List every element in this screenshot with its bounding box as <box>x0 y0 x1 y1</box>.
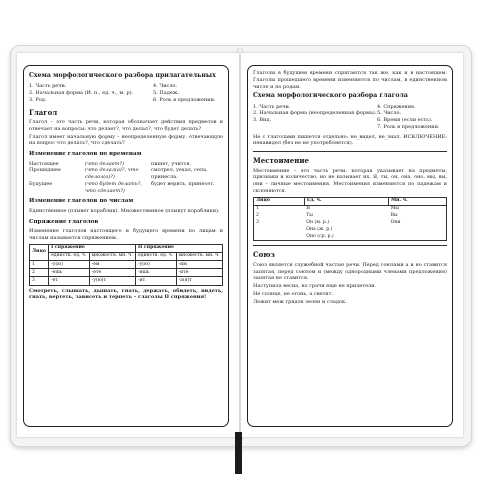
table-subheader: множеств. мн. ч. <box>89 252 135 260</box>
number-text: Единственное (плывет кораблик). Множественное (плывут кораблики). <box>29 207 220 214</box>
table-cell: 1 <box>256 205 259 211</box>
table-subheader: единств. ед. ч. <box>49 252 90 260</box>
table-cell: Оно (ср. р.) <box>306 233 334 239</box>
adj-scheme-item: 4. Число. <box>153 83 178 90</box>
table-cell: 3 <box>256 219 259 225</box>
adj-scheme-item: 3. Род. <box>29 96 47 103</box>
conjugation-note: Смотреть, слышать, дышать, гнать, держать, обидеть, видеть, гнать, вертеть, зависеть и терпеть – глаголы II спряжения! <box>29 287 223 301</box>
adj-scheme-title: Схема морфологического разбора прилагательных <box>29 72 216 79</box>
divider <box>253 151 447 152</box>
pronoun-table <box>253 197 447 242</box>
union-text: Союз является служебной частью речи. Перед союзами а и но ставится запятая, перед союзом и (между однородными членами предложения) запятая не ставится. <box>253 261 447 282</box>
verb-scheme-item: 4. Спряжение. <box>377 103 416 110</box>
table-cell: -ете <box>89 269 135 277</box>
pronoun-heading: Местоимение <box>253 156 309 166</box>
table-header: I спряжение <box>49 244 136 252</box>
adj-scheme-item: 1. Часть речи. <box>29 83 67 90</box>
tense-question: (что будет делать?, что сделает?) <box>85 180 142 194</box>
tense-question: (что делает?) <box>85 160 125 167</box>
verb-scheme-title: Схема морфологического разбора глагола <box>253 92 408 100</box>
table-cell <box>254 233 305 240</box>
table-row <box>30 277 223 285</box>
table-cell: Ты <box>306 212 313 218</box>
table-header: Ед. ч. <box>304 197 388 205</box>
number-heading: Изменение глаголов по числам <box>29 198 134 205</box>
tense-example: будет верить, принесет. <box>151 180 215 187</box>
verb-scheme-item: 2. Начальная форма (неопределенная форма). <box>253 110 377 117</box>
ne-rule-text: Не с глаголами пишется отдельно: не_видел, не_знал. ИСКЛЮЧЕНИЕ: ненавидел (без не не употребляется). <box>253 133 447 147</box>
union-example: Наступила весна, но грачи еще не прилетели. <box>253 283 377 290</box>
table-row <box>254 226 447 233</box>
verb-scheme-item: 6. Время (если есть). <box>377 117 433 124</box>
table-cell: Они <box>390 219 401 225</box>
ribbon-bookmark <box>235 432 242 474</box>
table-cell: -ем <box>89 261 135 269</box>
future-tense-text: Глаголы в будущем времени спрягаются так же, как и в настоящем. Глаголы прошедшего времени изменяются по числам, в единственном числе и по родам. <box>253 70 447 90</box>
conjugation-table <box>29 244 223 286</box>
table-header: II спряжение <box>136 244 223 252</box>
verb-definition: Глагол – это часть речи, которая обозначает действия предметов и отвечает на вопросы: что делает?, что делал?, что будет делать? <box>29 119 223 132</box>
table-cell <box>389 226 447 233</box>
table-cell: -ите <box>176 269 222 277</box>
table-header: Лицо <box>30 244 49 260</box>
table-cell: -у(ю) <box>49 261 90 269</box>
table-cell: 2 <box>30 269 49 277</box>
table-cell: 3 <box>30 277 49 285</box>
table-row <box>30 269 223 277</box>
table-row <box>30 261 223 269</box>
table-subheader: множеств. мн. ч. <box>176 252 222 260</box>
right-page <box>241 53 463 437</box>
table-row <box>254 219 447 226</box>
tense-heading: Изменение глаголов по временам <box>29 151 142 158</box>
conjugation-text: Изменение глаголов настоящего и будущего времени по лицам и числам называется спряжением. <box>29 228 223 241</box>
tense-name: Настоящее <box>29 160 59 167</box>
union-heading: Союз <box>253 250 275 260</box>
table-cell: -ет <box>49 277 90 285</box>
union-example: Не солнце, не огонь, а светит. <box>253 290 333 297</box>
table-subheader: единств. ед. ч. <box>136 252 177 260</box>
adj-scheme-item: 6. Роль в предложении. <box>153 96 216 103</box>
verb-heading: Глагол <box>29 107 58 117</box>
table-cell: -у(ю)т <box>89 277 135 285</box>
verb-scheme-item: 5. Число. <box>377 110 402 117</box>
table-cell: -ишь <box>136 269 177 277</box>
left-page <box>17 53 239 437</box>
right-page-frame <box>247 65 453 427</box>
union-example: Лежит меж грядок зелен и сладок. <box>253 298 347 305</box>
adj-scheme-list <box>29 83 223 103</box>
verb-scheme-item: 7. Роль в предложении. <box>377 123 440 130</box>
verb-scheme-list <box>253 104 447 131</box>
table-cell: Я <box>306 205 310 211</box>
verb-scheme-item: 3. Вид. <box>253 117 272 124</box>
conjugation-heading: Спряжение глаголов <box>29 218 99 225</box>
table-cell: Она (ж. р.) <box>306 226 333 232</box>
tense-example: пишет, учится. <box>151 160 192 167</box>
table-cell <box>254 226 305 233</box>
table-cell: -им <box>176 261 222 269</box>
table-row <box>254 212 447 219</box>
table-row <box>254 205 447 212</box>
tense-example: смотрел, уехал, села, принесла. <box>151 167 208 181</box>
divider <box>253 245 447 246</box>
table-cell: -ешь <box>49 269 90 277</box>
pronoun-text: Местоимение – это часть речи, которая указывает на предметы, признаки и количество, но не называет их. Я, ты, он, она, оно, мы, вы, они – личные местоимения. Местоимения изменяются по падежам и склоняются. <box>253 167 447 194</box>
tense-row <box>29 181 223 195</box>
table-cell: -а(я)т <box>176 277 222 285</box>
table-row <box>254 233 447 240</box>
adj-scheme-item: 5. Падеж. <box>153 90 179 97</box>
tense-name: Будущее <box>29 180 53 187</box>
tense-name: Прошедшее <box>29 167 61 174</box>
verb-infinitive-note: Глагол имеет начальную форму – неопределенную форму, отвечающую на вопрос что делать?, что сделать? <box>29 133 223 147</box>
table-cell: 1 <box>30 261 49 269</box>
table-cell <box>389 233 447 240</box>
table-cell: Мы <box>390 205 399 211</box>
tense-question: (что делал(а)?, что сделал(а)?) <box>85 167 139 181</box>
table-cell: Вы <box>390 212 398 218</box>
adj-scheme-item: 2. Начальная форма (И. п., ед. ч., м. р). <box>29 90 134 97</box>
table-cell: -у(ю) <box>136 261 177 269</box>
table-cell: 2 <box>256 212 259 218</box>
table-cell: -ит <box>136 277 177 285</box>
table-cell: Он (м. р.) <box>306 219 330 225</box>
verb-scheme-item: 1. Часть речи. <box>253 103 291 110</box>
table-header: Лицо <box>254 197 305 205</box>
table-header: Мн. ч. <box>389 197 447 205</box>
left-page-frame <box>23 65 229 427</box>
tense-row <box>29 167 223 181</box>
